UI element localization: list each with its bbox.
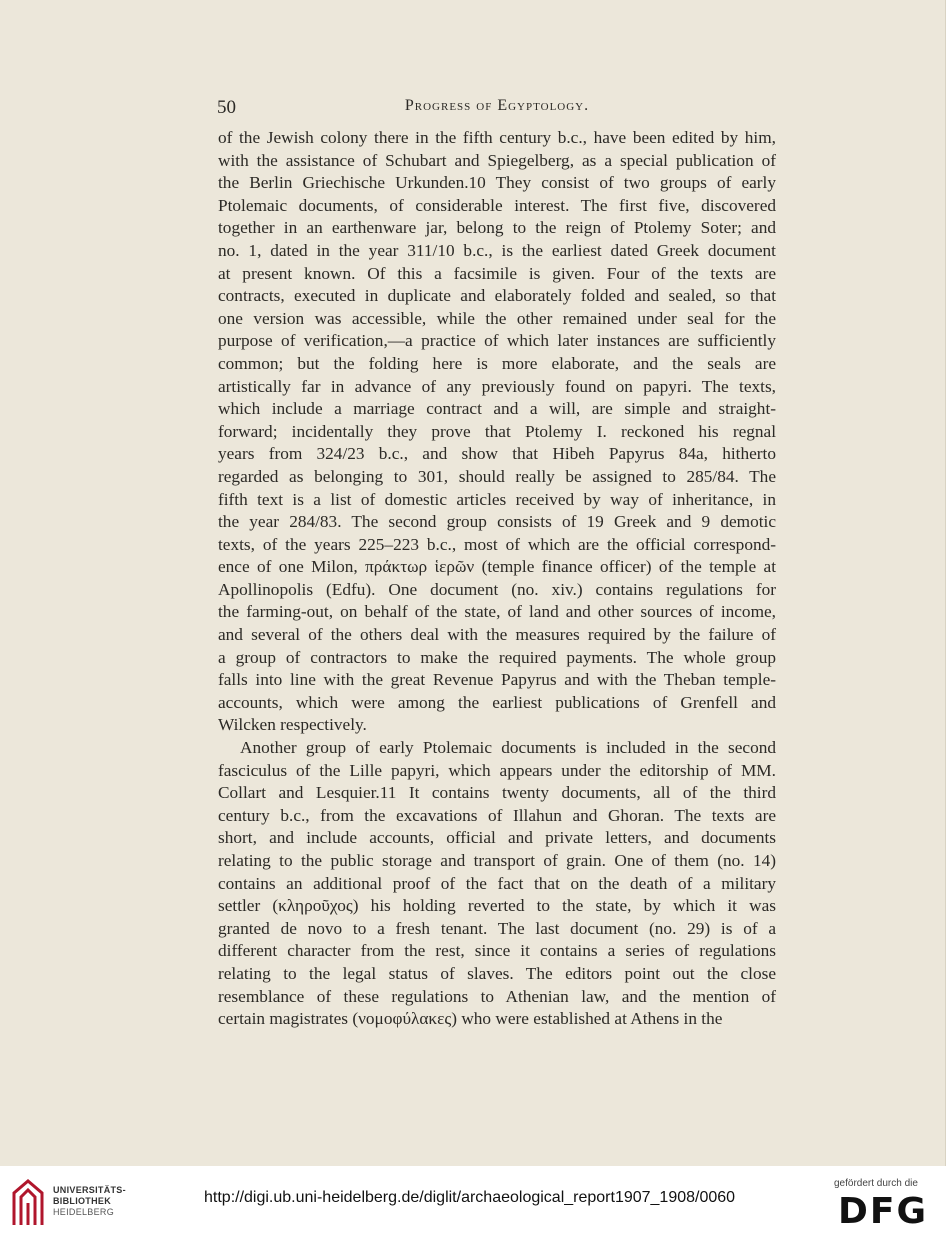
text-line: Ptolemaic documents, of considerable interest. The first five, discovered <box>218 195 776 215</box>
text-line: Collart and Lesquier.11 It contains twenty documents, all of the third <box>218 783 776 803</box>
text-line: relating to the legal status of slaves. The editors point out the close <box>218 963 776 983</box>
text-line: with the assistance of Schubart and Spiegelberg, as a special publication of <box>218 150 776 170</box>
text-line: accounts, which were among the earliest publications of Grenfell and <box>218 692 776 712</box>
text-line: at present known. Of this a facsimile is given. Four of the texts are <box>218 263 776 283</box>
text-line: forward; incidentally they prove that Ptolemy I. reckoned his regnal <box>218 421 776 441</box>
text-line: together in an earthenware jar, belong to the reign of Ptolemy Soter; and <box>218 218 776 238</box>
text-line: relating to the public storage and transport of grain. One of them (no. 14) <box>218 851 776 870</box>
page-number: 50 <box>217 97 236 118</box>
text-line: Wilcken respectively. <box>218 715 367 735</box>
university-library-logo-icon[interactable] <box>10 1177 46 1227</box>
text-line: falls into line with the great Revenue Papyrus and with the Theban temple- <box>218 670 776 690</box>
text-line: granted de novo to a fresh tenant. The last document (no. 29) is of a <box>218 918 776 938</box>
text-line: common; but the folding here is more elaborate, and the seals are <box>218 353 776 373</box>
text-line: no. 1, dated in the year 311/10 b.c., is the earliest dated Greek document <box>218 240 776 260</box>
text-line: certain magistrates (νομοφύλακες) who were established at Athens in the <box>218 1009 723 1029</box>
text-line: artistically far in advance of any previously found on papyri. The texts, <box>218 376 776 396</box>
text-line: the Berlin Griechische Urkunden.10 They consist of two groups of early <box>218 173 776 193</box>
text-line: fifth text is a list of domestic articles received by way of inheritance, in <box>218 489 776 509</box>
library-name-line: HEIDELBERG <box>53 1207 115 1217</box>
text-line: Another group of early Ptolemaic documents is included in the second <box>240 738 776 758</box>
text-line: resemblance of these regulations to Athenian law, and the mention of <box>218 986 776 1006</box>
text-line: regarded as belonging to 301, should really be assigned to 285/84. The <box>218 466 776 486</box>
text-line: fasciculus of the Lille papyri, which appears under the editorship of MM. <box>218 760 776 780</box>
text-line: and several of the others deal with the measures required by the failure of <box>218 625 776 645</box>
running-title: Progress of Egyptology. <box>404 97 590 114</box>
library-name <box>53 1185 126 1218</box>
text-line: years from 324/23 b.c., and show that Hibeh Papyrus 84a, hitherto <box>218 444 776 464</box>
text-line: purpose of verification,—a practice of which later instances are sufficiently <box>218 331 776 351</box>
text-line: settler (κληροῦχος) his holding reverted to the state, by which it was <box>218 896 776 916</box>
dfg-logo[interactable]: DFG <box>838 1191 929 1232</box>
funder-caption: gefördert durch die <box>834 1178 918 1189</box>
text-line: the farming-out, on behalf of the state, of land and other sources of income, <box>218 602 776 622</box>
text-line: contains an additional proof of the fact that on the death of a military <box>218 873 776 893</box>
text-line: texts, of the years 225–223 b.c., most of which are the official correspond- <box>218 534 776 554</box>
text-line: contracts, executed in duplicate and elaborately folded and sealed, so that <box>218 286 776 306</box>
text-line: Apollinopolis (Edfu). One document (no. xiv.) contains regulations for <box>218 579 776 599</box>
text-line: one version was accessible, while the other remained under seal for the <box>218 308 776 328</box>
text-line: which include a marriage contract and a will, are simple and straight- <box>218 399 776 419</box>
text-line: the year 284/83. The second group consists of 19 Greek and 9 demotic <box>218 512 776 532</box>
text-line: ence of one Milon, πράκτωρ ἱερῶν (temple finance officer) of the temple at <box>218 557 776 577</box>
library-name-line: UNIVERSITÄTS- <box>53 1185 126 1195</box>
body-text <box>218 127 776 1031</box>
library-name-line: BIBLIOTHEK <box>53 1196 111 1206</box>
text-line: a group of contractors to make the required payments. The whole group <box>218 647 776 667</box>
page-header <box>216 97 778 121</box>
text-line: century b.c., from the excavations of Illahun and Ghoran. The texts are <box>218 805 776 825</box>
text-line: short, and include accounts, official and private letters, and documents <box>218 828 776 848</box>
text-line: of the Jewish colony there in the fifth century b.c., have been edited by him, <box>218 128 776 147</box>
text-line: different character from the rest, since it contains a series of regulations <box>218 941 776 961</box>
permalink-url[interactable]: http://digi.ub.uni-heidelberg.de/diglit/archaeological_report1907_1908/0060 <box>204 1189 736 1206</box>
